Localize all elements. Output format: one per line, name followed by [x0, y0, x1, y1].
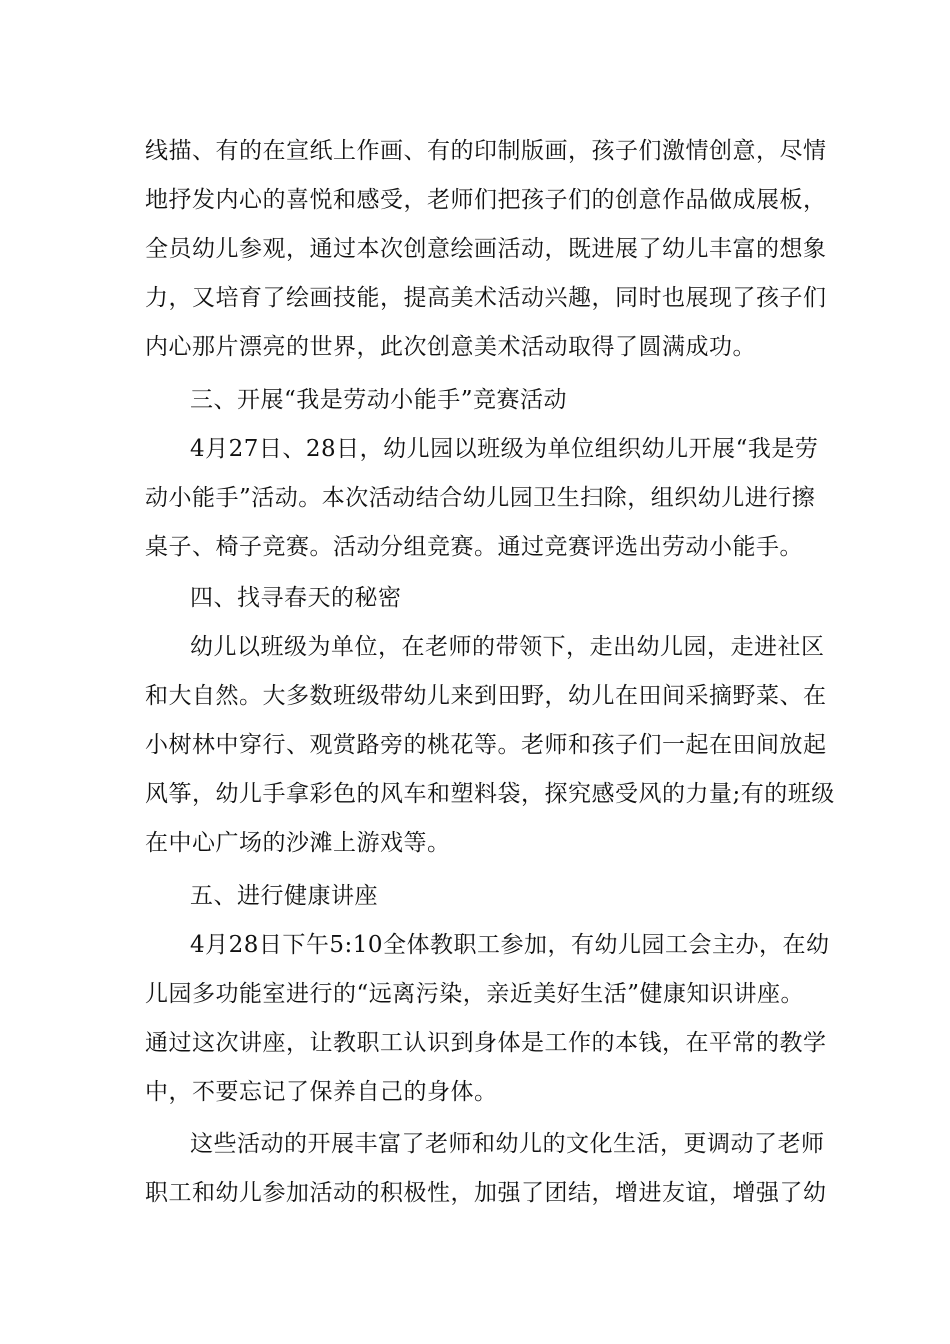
section-heading: 三、开展“我是劳动小能手”竞赛活动 — [190, 387, 568, 413]
text-line: 中，不要忘记了保养自己的身体。 — [145, 1079, 498, 1105]
text-line: 和大自然。大多数班级带幼儿来到田野，幼儿在田间采摘野菜、在 — [145, 683, 827, 709]
text-line: 桌子、椅子竞赛。活动分组竞赛。通过竞赛评选出劳动小能手。 — [145, 534, 803, 560]
text-line: 全员幼儿参观，通过本次创意绘画活动，既进展了幼儿丰富的想象 — [145, 236, 827, 262]
text-line: 小树林中穿行、观赏路旁的桃花等。老师和孩子们一起在田间放起 — [145, 732, 827, 758]
text-line: 在中心广场的沙滩上游戏等。 — [145, 830, 451, 856]
text-line: 内心那片漂亮的世界，此次创意美术活动取得了圆满成功。 — [145, 334, 756, 360]
text-line: 幼儿以班级为单位，在老师的带领下，走出幼儿园，走进社区 — [190, 634, 825, 660]
text-line: 线描、有的在宣纸上作画、有的印制版画，孩子们激情创意，尽情 — [145, 138, 827, 164]
text-line: 这些活动的开展丰富了老师和幼儿的文化生活，更调动了老师 — [190, 1131, 825, 1157]
text-line: 通过这次讲座，让教职工认识到身体是工作的本钱，在平常的教学 — [145, 1030, 827, 1056]
text-line: 动小能手”活动。本次活动结合幼儿园卫生扫除，组织幼儿进行擦 — [145, 485, 816, 511]
section-heading: 五、进行健康讲座 — [190, 883, 378, 909]
text-line: 风筝，幼儿手拿彩色的风车和塑料袋，探究感受风的力量;有的班级 — [145, 781, 835, 807]
text-line: 地抒发内心的喜悦和感受，老师们把孩子们的创意作品做成展板， — [145, 187, 827, 213]
text-line: 4月28日下午5:10全体教职工参加，有幼儿园工会主办，在幼 — [190, 932, 830, 958]
section-heading: 四、找寻春天的秘密 — [190, 585, 402, 611]
text-line: 4月27日、28日，幼儿园以班级为单位组织幼儿开展“我是劳 — [190, 436, 819, 462]
text-line: 职工和幼儿参加活动的积极性，加强了团结，增进友谊，增强了幼 — [145, 1180, 827, 1206]
text-line: 力，又培育了绘画技能，提高美术活动兴趣，同时也展现了孩子们 — [145, 285, 827, 311]
text-line: 儿园多功能室进行的“远离污染，亲近美好生活”健康知识讲座。 — [145, 981, 805, 1007]
